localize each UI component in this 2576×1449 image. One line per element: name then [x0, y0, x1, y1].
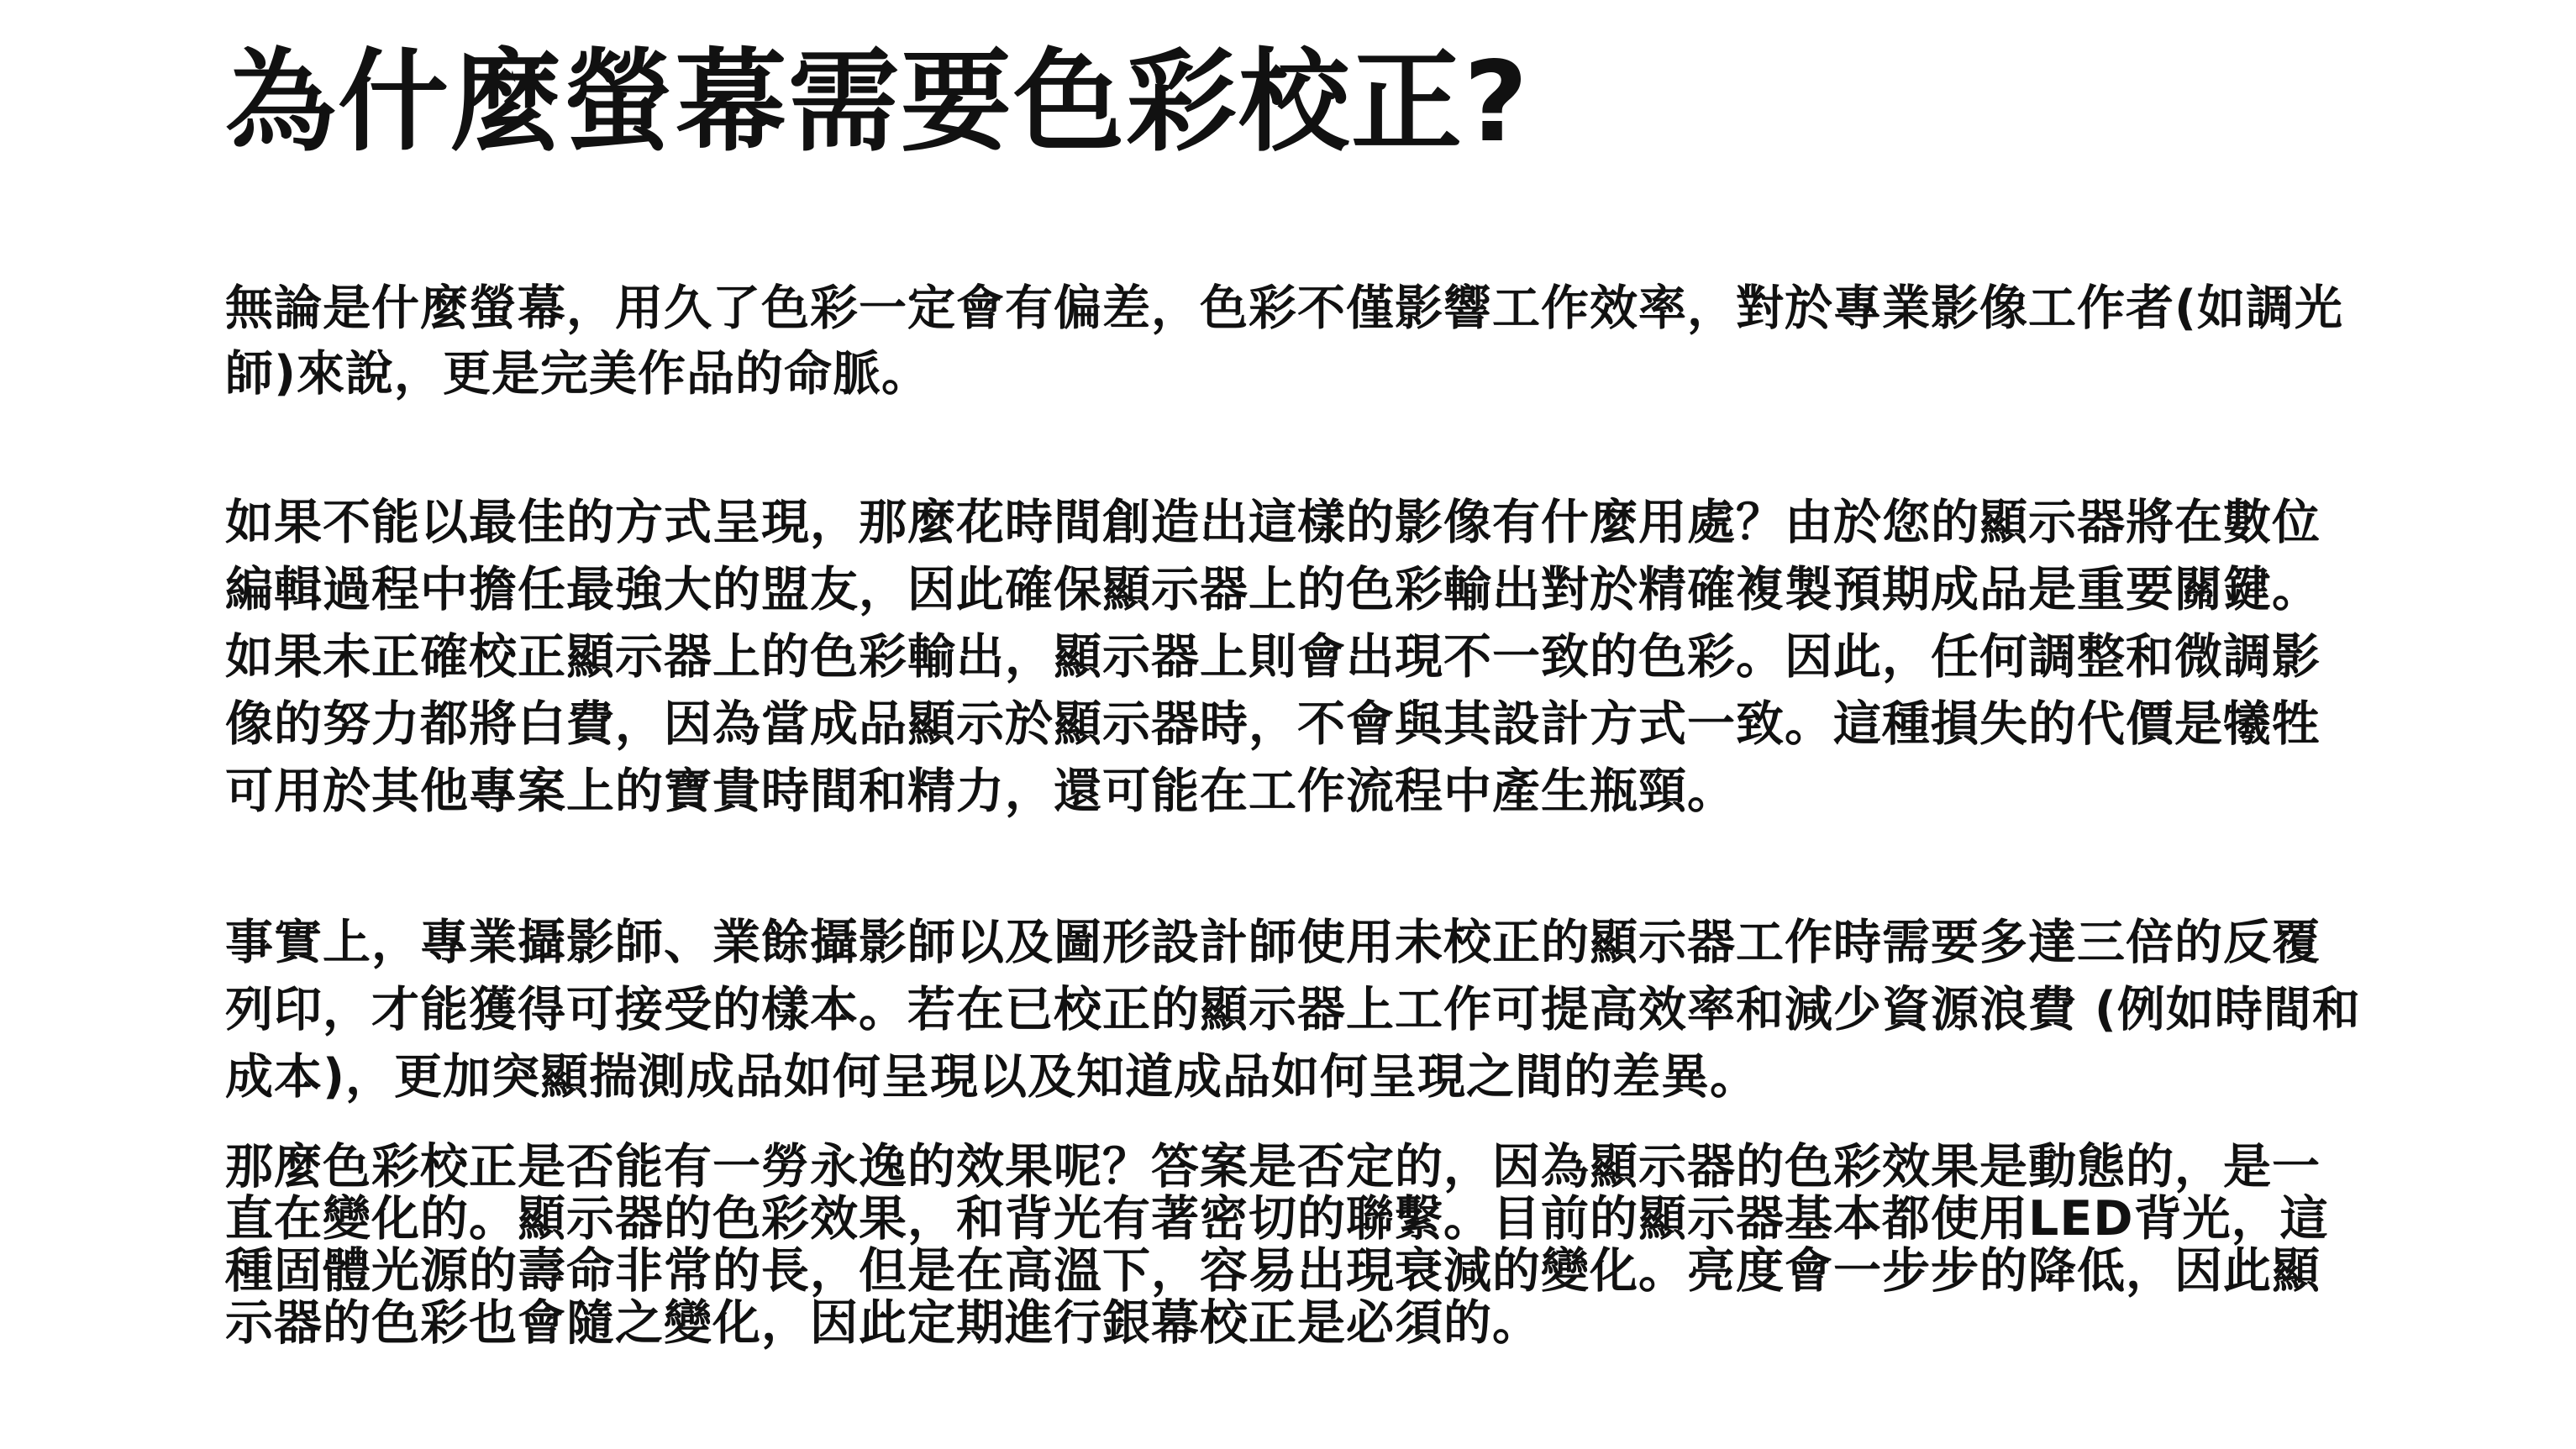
paragraph-line: 像的努力都將白費，因為當成品顯示於顯示器時，不會與其設計方式一致。這種損失的代價是犧牲	[225, 696, 2321, 752]
paragraph-periodic-calibration	[225, 1141, 2359, 1349]
page-title: 為什麼螢幕需要色彩校正?	[225, 38, 1530, 167]
paragraph-line: 可用於其他專案上的寶貴時間和精力，還可能在工作流程中產生瓶頸。	[225, 764, 1736, 819]
paragraph-line: 師)來說，更是完美作品的命脈。	[225, 346, 931, 402]
paragraph-line: 直在變化的。顯示器的色彩效果，和背光有著密切的聯繫。目前的顯示器基本都使用LED背光，這	[225, 1191, 2329, 1247]
paragraph-line: 編輯過程中擔任最強大的盟友，因此確保顯示器上的色彩輸出對於精確複製預期成品是重要關鍵。	[225, 562, 2321, 617]
paragraph-line: 無論是什麼螢幕，用久了色彩一定會有偏差，色彩不僅影響工作效率，對於專業影像工作者(如調光	[225, 281, 2344, 336]
paragraph-importance	[225, 489, 2359, 825]
paragraph-line: 如果未正確校正顯示器上的色彩輸出，顯示器上則會出現不一致的色彩。因此，任何調整和微調影	[225, 629, 2321, 685]
paragraph-facts	[225, 909, 2359, 1110]
paragraph-line: 列印，才能獲得可接受的樣本。若在已校正的顯示器上工作可提高效率和減少資源浪費 (例如時間和	[225, 982, 2361, 1037]
paragraph-line: 種固體光源的壽命非常的長，但是在高溫下，容易出現衰減的變化。亮度會一步步的降低，因此顯	[225, 1243, 2321, 1299]
paragraph-line: 事實上，專業攝影師、業餘攝影師以及圖形設計師使用未校正的顯示器工作時需要多達三倍的反覆	[225, 915, 2321, 970]
paragraph-line: 示器的色彩也會隨之變化，因此定期進行銀幕校正是必須的。	[225, 1295, 1541, 1351]
paragraph-line: 那麼色彩校正是否能有一勞永逸的效果呢？答案是否定的，因為顯示器的色彩效果是動態的，是一	[225, 1139, 2321, 1194]
paragraph-line: 如果不能以最佳的方式呈現，那麼花時間創造出這樣的影像有什麼用處？由於您的顯示器將在數位	[225, 495, 2321, 550]
paragraph-intro	[225, 276, 2359, 407]
paragraph-line: 成本)，更加突顯揣測成品如何呈現以及知道成品如何呈現之間的差異。	[225, 1049, 1759, 1105]
